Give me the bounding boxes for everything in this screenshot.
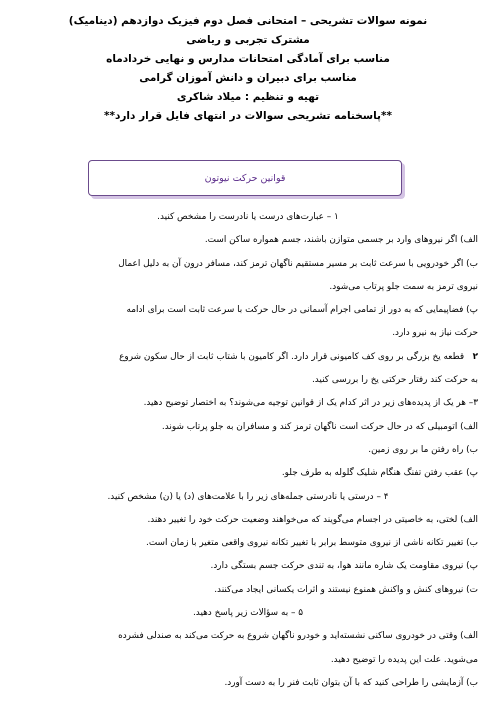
q2-text: قطعه یخ بزرگی بر روی کف کامیونی قرار دارد. اگر کامیون با شتاب ثابت از حال سکون شروع	[119, 351, 465, 362]
header-author: تهیه و تنظیم : میلاد شاکری	[176, 91, 320, 103]
header-title: نمونه سوالات تشریحی – امتحانی فصل دوم فیزیک دوازدهم (دینامیک)	[68, 15, 428, 27]
q3-item-b: ب) راه رفتن ما بر روی زمین.	[368, 444, 478, 455]
q5-title: ۵ – به سؤالات زیر پاسخ دهید.	[192, 608, 304, 619]
q3-item-a: الف) اتومبیلی که در حال حرکت است ناگهان ترمز کند و مسافران به جلو پرتاب شوند.	[161, 421, 478, 432]
topic-title: قوانین حرکت نیوتون	[204, 172, 286, 184]
document-header	[20, 12, 476, 126]
header-target: مناسب برای دبیران و دانش آموزان گرامی	[139, 72, 357, 84]
q2-line1	[18, 346, 478, 369]
header-answer-note: **پاسخنامه تشریحی سوالات در انتهای فایل قرار دارد**	[104, 110, 392, 122]
q4-item-a: الف) لختی، به خاصیتی در اجسام می‌گویند که می‌خواهند وضعیت حرکت خود را تغییر دهند.	[147, 514, 478, 525]
q4-item-b: ب) تغییر تکانه ناشی از نیروی متوسط برابر با تغییر تکانه نیروی واقعی متغیر با زمان است.	[146, 538, 478, 549]
q4-item-c: پ) نیروی مقاومت یک شاره مانند هوا، به تندی حرکت جسم بستگی دارد.	[210, 561, 478, 572]
q1-item-b-line1: ب) اگر خودرویی با سرعت ثابت بر مسیر مستقیم ناگهان ترمز کند، مسافر درون آن به دلیل اعمال	[118, 258, 478, 269]
q5-item-a-line1: الف) وقتی در خودروی ساکنی نشسته‌اید و خودرو ناگهان شروع به حرکت می‌کند به صندلی فشرده	[118, 631, 478, 642]
topic-title-box	[88, 160, 402, 196]
q1-title: ۱ – عبارت‌های درست یا نادرست را مشخص کنید.	[157, 212, 339, 222]
q2-line2: به حرکت کند رفتار حرکتی یخ را بررسی کنید.	[311, 375, 478, 386]
question-list	[18, 206, 478, 695]
q5-item-b: ب) آزمایشی را طراحی کنید که با آن بتوان ثابت فنر را به دست آورد.	[224, 677, 478, 688]
q1-item-c-line2: حرکت نیاز به نیرو دارد.	[392, 328, 478, 339]
q4-title: ۴ – درستی یا نادرستی جمله‌های زیر را با علامت‌های (د) یا (ن) مشخص کنید.	[107, 491, 389, 502]
q3-title: ۳– هر یک از پدیده‌های زیر در اثر کدام یک از قوانین توجیه می‌شوند؟ به اختصار توضیح دهید.	[143, 398, 478, 409]
q1-item-b-line2: نیروی ترمز به سمت جلو پرتاب می‌شود.	[329, 281, 478, 292]
header-audience: مشترک تجربی و ریاضی	[186, 34, 310, 46]
q5-item-a-line2: می‌شوید. علت این پدیده را توضیح دهید.	[330, 654, 478, 665]
q2-number: ۲	[472, 351, 478, 362]
q1-item-c-line1: پ) فضاپیمایی که به دور از تمامی اجرام آسمانی در حال حرکت با سرعت ثابت است برای ادامه	[126, 305, 478, 316]
header-purpose: مناسب برای آمادگی امتحانات مدارس و نهایی خردادماه	[106, 53, 390, 65]
q4-item-d: ت) نیروهای کنش و واکنش همنوع نیستند و اثرات یکسانی ایجاد می‌کنند.	[214, 584, 478, 595]
q3-item-c: پ) عقب رفتن تفنگ هنگام شلیک گلوله به طرف جلو.	[281, 468, 478, 479]
q1-item-a: الف) اگر نیروهای وارد بر جسمی متوازن باشند، جسم همواره ساکن است.	[204, 235, 478, 246]
